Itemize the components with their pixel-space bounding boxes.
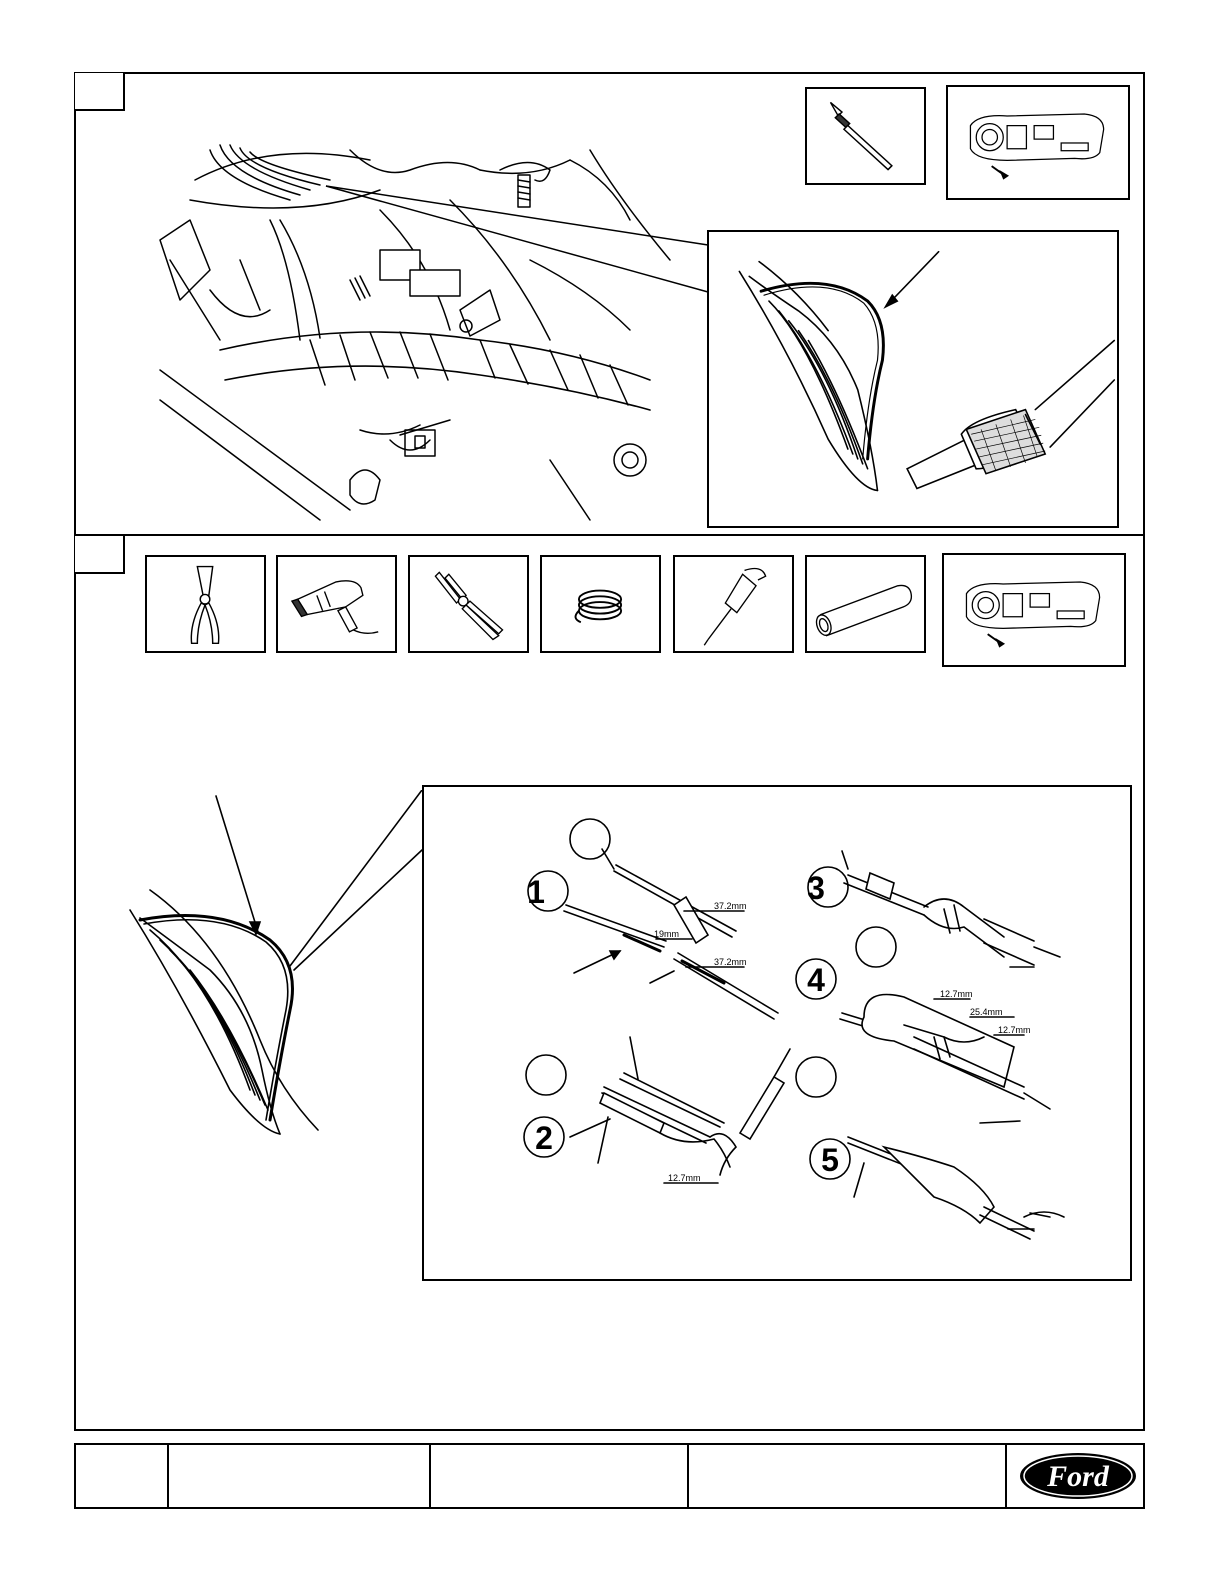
- dimension-label: 37.2mm: [714, 901, 747, 911]
- splice-procedure-illustration: [424, 787, 1130, 1279]
- heat-shrink-tube-icon: [807, 557, 924, 651]
- step-two-number-box: [75, 536, 125, 574]
- splice-step-2-label: 2: [535, 1120, 553, 1156]
- footer-cell-3: [431, 1445, 689, 1507]
- solder-icon: [542, 557, 659, 651]
- harness-cut-wire-illustration: [110, 790, 440, 1140]
- instrument-panel-tool-box-2: [942, 553, 1126, 667]
- soldering-iron-icon: [675, 557, 792, 651]
- splice-step-3-label: 3: [807, 870, 825, 906]
- pliers-tool-box: [145, 555, 266, 653]
- dimension-label: 19mm: [654, 929, 680, 939]
- splice-step-4-label: 4: [807, 962, 825, 998]
- footer-cell-4: [689, 1445, 1007, 1507]
- splice-step-5-label: 5: [821, 1142, 839, 1178]
- footer-bar: [74, 1443, 1145, 1509]
- wire-stripper-icon: [410, 557, 527, 651]
- footer-cell-1: [76, 1445, 169, 1507]
- instrument-panel-icon: [944, 555, 1124, 665]
- dimension-label: 12.7mm: [668, 1173, 701, 1183]
- footer-cell-2: [169, 1445, 431, 1507]
- pliers-icon: [147, 557, 264, 651]
- dimension-label: 12.7mm: [998, 1025, 1031, 1035]
- wire-stripper-tool-box: [408, 555, 529, 653]
- dimension-label: 12.7mm: [940, 989, 973, 999]
- splice-step-1-label: 1: [527, 874, 545, 910]
- heat-gun-tool-box: [276, 555, 397, 653]
- solder-tool-box: [540, 555, 661, 653]
- cut-tape-detail-illustration: [709, 232, 1117, 526]
- dimension-label: 37.2mm: [714, 957, 747, 967]
- soldering-iron-tool-box: [673, 555, 794, 653]
- heat-shrink-tube-tool-box: [805, 555, 926, 653]
- ford-logo: [1018, 1451, 1138, 1501]
- ford-logo-text: Ford: [1047, 1460, 1109, 1493]
- step-one-detail-box: [707, 230, 1119, 528]
- heat-gun-icon: [278, 557, 395, 651]
- dimension-label: 25.4mm: [970, 1007, 1003, 1017]
